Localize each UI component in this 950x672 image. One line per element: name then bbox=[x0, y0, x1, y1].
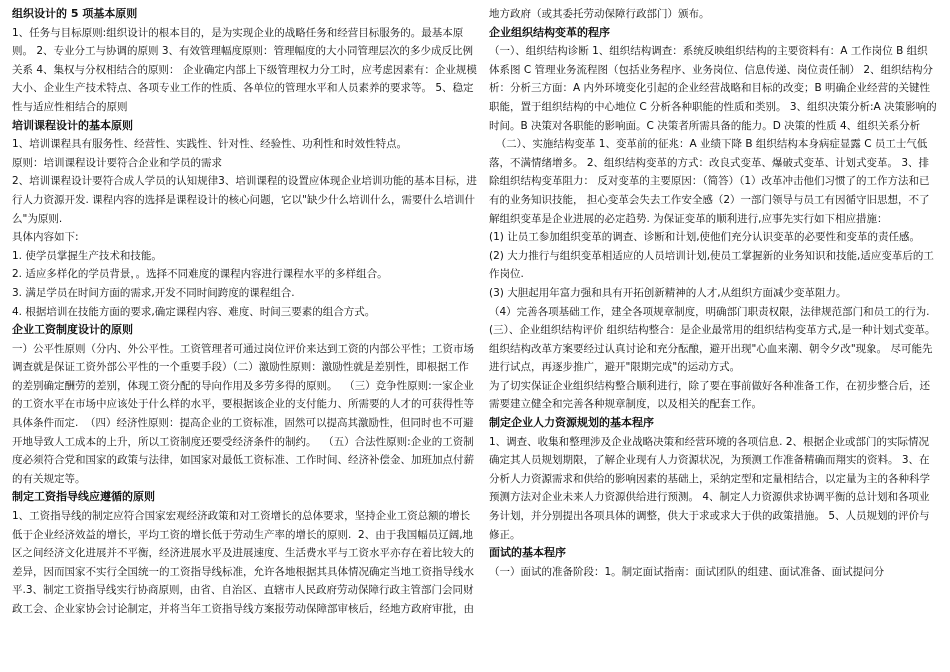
paragraph: 1、培训课程具有服务性、经营性、实践性、针对性、经验性、功利性和时效性特点。 原则：培训课程设计要符合企业和学员的需求 2、培训课程设计要符合成人学员的认知规律3、培训课程的设置应体现企业培训功能的基本目标，进行人力资源开发. 课程内容的选择是课程设计的核心问题，它以"缺少什么培训什么，需要什么培训什么"为原则. 具体内容如下: 1. 使学员掌握生产技术和技能。 2. 适应多样化的学员背景，。选择不同难度的课程内容进行课程水平的多样组合。 3. 满足学员在时间方面的需求,开发不同时间跨度的课程组合. 4. 根据培训在技能方面的要求,确定课程内容、难度、时间三要素的组合方式。 bbox=[12, 138, 477, 318]
section-heading: 制定工资指导线应遵循的原则 bbox=[12, 490, 155, 504]
section-heading: 培训课程设计的基本原则 bbox=[12, 118, 133, 132]
right-column bbox=[489, 5, 938, 667]
paragraph: （一）、组织结构诊断 1、组织结构调查：系统反映组织结构的主要资料有：A 工作岗位 B 组织体系图 C 管理业务流程图（包括业务程序、业务岗位、信息传递、岗位责任制） 2、组织结构分析：分析三方面：A 内外环境变化引起的企业经营战略和目标的改变；B 明确企业经营的关键性职能，置于组织结构的中心地位 C 分析各种职能的性质和类别。 3、组织决策分析:A 决策影响的时间。B 决策对各职能的影响面。C 决策者所需具备的能力。D 决策的性质 4、组织关系分析 （二）、实施结构变革 1、变革前的征兆：A 业绩下降 B 组织结构本身病症显露 C 员工士气低落，不满情绪增多。 2、组织结构变革的方式：改良式变革、爆破式变革、计划式变革。 3、排除组织结构变革阻力： 反对变革的主要原因：（简答）（1）改革冲击他们习惯了的工作方法和已有的业务知识技能， 担心变革会失去工作安全感（2）一部门领导与员工有因循守旧思想，不了解组织变革是企业进展的必定趋势. 为保证变革的顺利进行,应事先实行如下相应措施： (1) 让员工参加组织变革的调查、诊断和计划,使他们充分认识变革的必要性和变革的责任感。 (2) 大力推行与组织变革相适应的人员培训计划,使员工掌握新的业务知识和技能,适应变革后的工作岗位. (3) 大胆起用年富力强和具有开拓创新精神的人才,从组织方面减少变革阻力。 （4）完善各项基础工作，建全各项规章制度，明确部门职责权限，法律规范部门和员工的行为. (三）、企业组织结构评价 组织结构整合：是企业最常用的组织结构变革方式,是一种计划式变革。 组织结构改革方案要经过认真讨论和充分酝酿，避开出现"心血来潮、朝令夕改"现象。 尽可能先进行试点，再逐步推广，避开"限期完成"的运动方式。 为了切实保证企业组织结构整合顺利进行，除了要在事前做好各种准备工作，在初步整合后，还需要建立健全和完善各种规章制度，以及相关的配套工作。 bbox=[489, 45, 937, 411]
paragraph: 1、工资指导线的制定应符合国家宏观经济政策和对工资增长的总体要求，坚持企业工资总额的增长低于企业经济效益的增长，平均工资的增长低于劳动生产率的增长的原则. 2、由于我国幅员辽阔,地区之间经济文化进展并不平衡，经济进展水平及进展速度、生活费水平与工资水平亦存在着比较大的差异，因而国家不实行全国统一的工资指导线标准，允许各地根据其具体情况确定当地工资指导线水平.3、制定工资指导线实行协商原则，由省、自治区、直辖市人民政府劳动保障行政主管部门会同财政工会、企业家协会讨论制定，并将当年工资指导线方案报劳动保障部审核后，经地方政府审批，由 bbox=[12, 510, 474, 615]
left-column bbox=[12, 5, 478, 667]
paragraph: 地方政府（或其委托劳动保障行政部门）颁布。 bbox=[489, 8, 710, 20]
section-heading: 面试的基本程序 bbox=[489, 546, 566, 560]
section-heading: 企业组织结构变革的程序 bbox=[489, 25, 610, 39]
section-heading: 制定企业人力资源规划的基本程序 bbox=[489, 416, 654, 430]
paragraph: 一）公平性原则（分内、外公平性。工资管理者可通过岗位评价来达到工资的内部公平性；工资市场调查就是保证工资外部公平性的一个重要手段）（二）激励性原则：激励性就是差别性，即根据工作的差别确定酬劳的差别，体现工资分配的导向作用及多劳多得的原则。 （三）竞争性原则:一家企业的工资水平在市场中应该处于什么样的水平，要根据该企业的支付能力、所需要的人才的可获得性等具体条件而定. （四）经济性原则：提高企业的工资标准，固然可以提高其激励性，但同时也不可避开地导致人工成本的上升，所以工资制度还要受经济条件的制约。 （五）合法性原则:企业的工资制度必须符合党和国家的政策与法律，如国家对最低工资标准、工作时间、经济补偿金、加班加点付薪的有关规定等。 bbox=[12, 342, 474, 485]
paragraph: 1、任务与目标原则:组织设计的根本目的，是为实现企业的战略任务和经营目标服务的。最基本原则。 2、专业分工与协调的原则 3、有效管理幅度原则：管理幅度的大小同管理层次的多少成反比例关系 4、集权与分权相结合的原则： 企业确定内部上下级管理权力分工时，应考虑因素有：企业规模大小、企业生产技术特点、各项专业工作的性质、各单位的管理水平和人员素养的要求等。 5、稳定性与适应性相结合的原则 bbox=[12, 26, 477, 113]
section-heading: 企业工资制度设计的原则 bbox=[12, 323, 133, 337]
paragraph: （一）面试的准备阶段：1。制定面试指南：面试团队的组建、面试准备、面试提问分 bbox=[489, 565, 885, 578]
paragraph: 1、调查、收集和整理涉及企业战略决策和经营环境的各项信息. 2、根据企业或部门的实际情况确定其人员规划期限，了解企业现有人力资源状况，为预测工作准备精确而翔实的资料。 3、在分析人力资源需求和供给的影响因素的基础上，采纳定型和定量相结合，以定量为主的各种科学预测方法对企业未来人力资源供给进行预测。 4、制定人力资源供求协调平衡的总计划和各项业务计划，并分别提出各项具体的调整，供大于求或求大于供的政策措施。 5、人员规划的评价与修正。 bbox=[489, 435, 930, 541]
section-heading: 组织设计的 5 项基本原则 bbox=[12, 7, 138, 20]
